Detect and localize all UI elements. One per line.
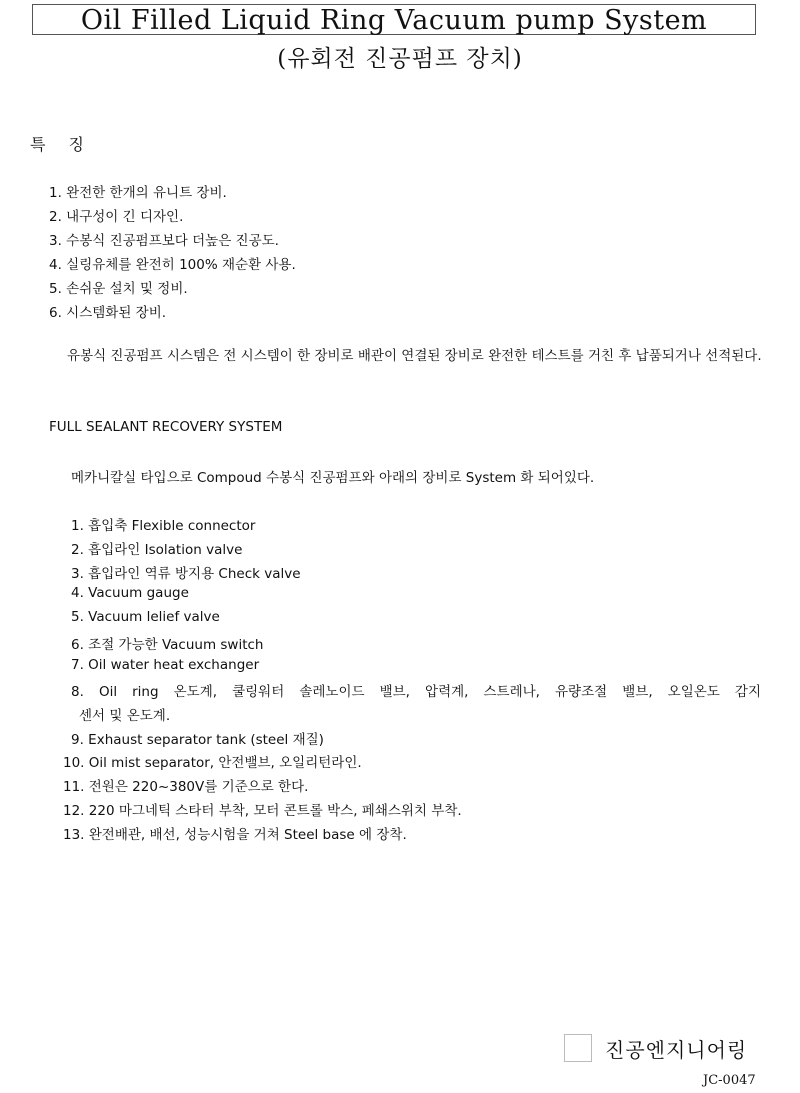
document-title: Oil Filled Liquid Ring Vacuum pump System bbox=[32, 4, 756, 35]
recovery-item: 5. Vacuum lelief valve bbox=[71, 609, 220, 625]
features-paragraph: 유봉식 진공펌프 시스템은 전 시스템이 한 장비로 배관이 연결된 장비로 완전한 테스트를 거친 후 납품되거나 선적된다. bbox=[67, 348, 762, 364]
feature-item: 3. 수봉식 진공펌프보다 더높은 진공도. bbox=[49, 233, 279, 249]
recovery-item: 7. Oil water heat exchanger bbox=[71, 657, 260, 673]
recovery-item: 6. 조절 가능한 Vacuum switch bbox=[71, 637, 264, 653]
feature-item: 5. 손쉬운 설치 및 정비. bbox=[49, 281, 188, 297]
recovery-item: 11. 전원은 220~380V를 기준으로 한다. bbox=[63, 779, 309, 795]
recovery-heading: FULL SEALANT RECOVERY SYSTEM bbox=[49, 419, 283, 435]
recovery-item: 3. 흡입라인 역류 방지용 Check valve bbox=[71, 566, 301, 582]
recovery-item: 4. Vacuum gauge bbox=[71, 585, 189, 601]
recovery-item: 2. 흡입라인 Isolation valve bbox=[71, 542, 243, 558]
company-name: 진공엔지니어링 bbox=[605, 1038, 748, 1062]
recovery-item: 1. 흡입축 Flexible connector bbox=[71, 518, 256, 534]
recovery-item: 10. Oil mist separator, 안전밸브, 오일리턴라인. bbox=[63, 755, 362, 771]
recovery-intro: 메카니칼실 타입으로 Compoud 수봉식 진공펌프와 아래의 장비로 System 화 되어있다. bbox=[71, 470, 595, 486]
feature-item: 2. 내구성이 긴 디자인. bbox=[49, 209, 184, 225]
feature-item: 4. 실링유체를 완전히 100% 재순환 사용. bbox=[49, 257, 296, 273]
feature-item: 6. 시스템화된 장비. bbox=[49, 305, 167, 321]
feature-item: 1. 완전한 한개의 유니트 장비. bbox=[49, 185, 227, 201]
features-heading: 특 징 bbox=[30, 135, 84, 154]
recovery-item: 13. 완전배관, 배선, 성능시험을 거쳐 Steel base 에 장착. bbox=[63, 827, 407, 843]
recovery-item: 9. Exhaust separator tank (steel 재질) bbox=[71, 732, 324, 748]
document-number: JC-0047 bbox=[703, 1073, 756, 1088]
recovery-item: 12. 220 마그네틱 스타터 부착, 모터 콘트롤 박스, 페쇄스위치 부착. bbox=[63, 803, 462, 819]
recovery-item: 8. Oil ring 온도계, 쿨링워터 솔레노이드 밸브, 압력계, 스트레나, 유량조절 밸브, 오일온도 감지 bbox=[71, 684, 761, 700]
recovery-item-continuation: 센서 및 온도계. bbox=[79, 708, 171, 724]
company-logo bbox=[564, 1034, 592, 1062]
document-subtitle: (유회전 진공펌프 장치) bbox=[277, 46, 523, 72]
